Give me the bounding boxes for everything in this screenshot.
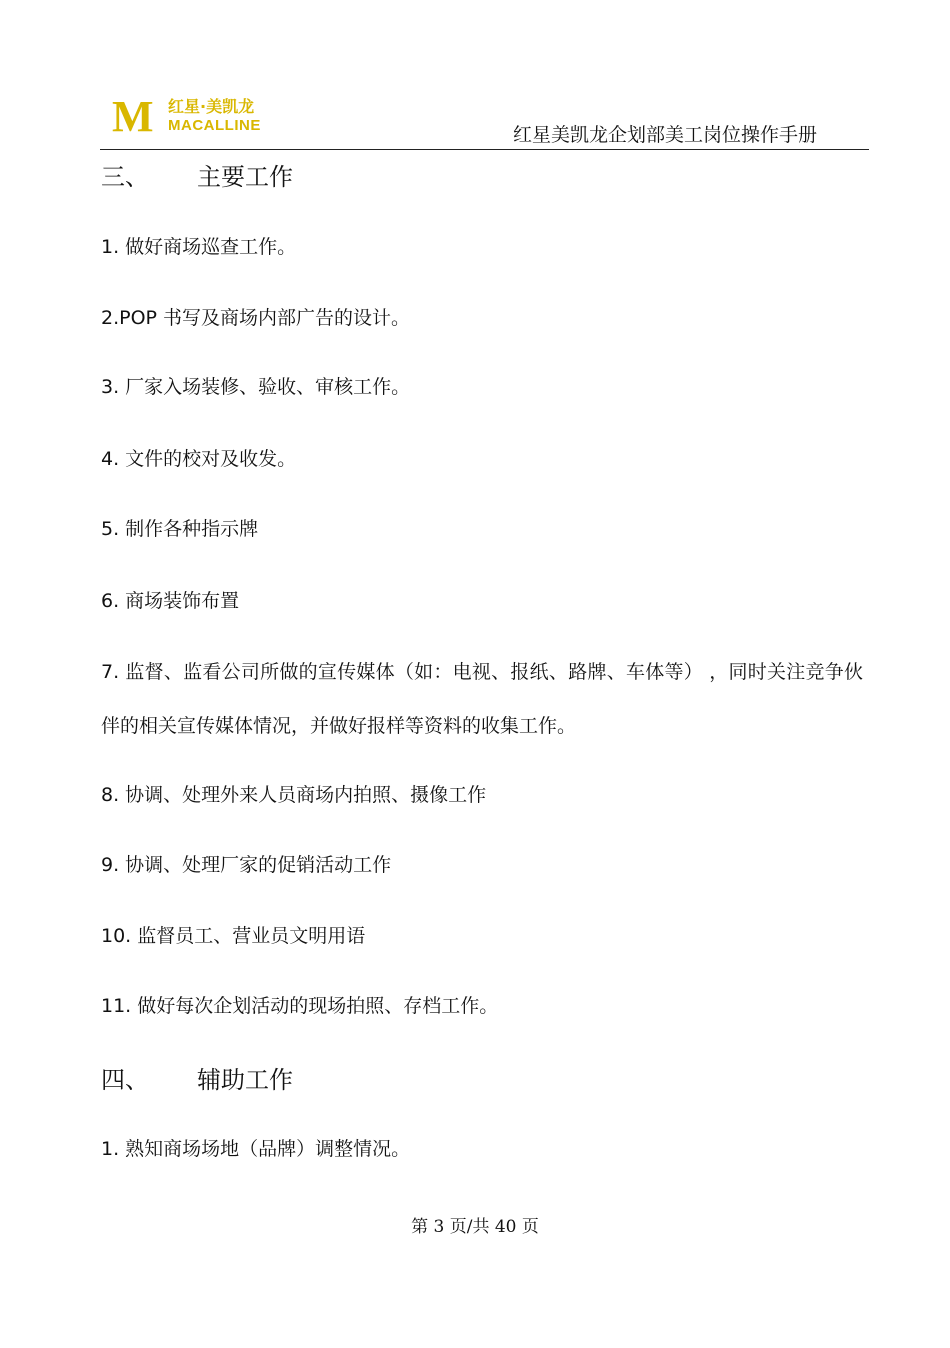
logo-mark: M bbox=[112, 92, 152, 141]
section-number: 四、 bbox=[101, 1066, 149, 1094]
list-item: 4. 文件的校对及收发。 bbox=[101, 448, 297, 470]
list-item: 11. 做好每次企划活动的现场拍照、存档工作。 bbox=[101, 995, 499, 1017]
list-item: 5. 制作各种指示牌 bbox=[101, 518, 259, 540]
page-number: 第 3 页/共 40 页 bbox=[411, 1217, 539, 1237]
section-title: 主要工作 bbox=[197, 163, 293, 191]
list-item: 9. 协调、处理厂家的促销活动工作 bbox=[101, 854, 392, 876]
logo-chinese-text: 红星·美凯龙 bbox=[168, 97, 255, 116]
list-item: 10. 监督员工、营业员文明用语 bbox=[101, 925, 366, 947]
list-item: 3. 厂家入场装修、验收、审核工作。 bbox=[101, 376, 411, 398]
list-item: 2.POP 书写及商场内部广告的设计。 bbox=[101, 307, 411, 329]
list-item: 7. 监督、监看公司所做的宣传媒体（如：电视、报纸、路牌、车体等） ，同时关注竞争伙伴的相关宣传媒体情况，并做好报样等资料的收集工作。 bbox=[101, 661, 863, 737]
list-item: 1. 做好商场巡查工作。 bbox=[101, 236, 297, 258]
macalline-logo bbox=[112, 92, 287, 141]
document-header-title: 红星美凯龙企划部美工岗位操作手册 bbox=[512, 124, 817, 146]
list-item: 1. 熟知商场场地（品牌）调整情况。 bbox=[101, 1138, 411, 1160]
section-heading-auxiliary-work bbox=[101, 1065, 293, 1095]
header-divider bbox=[100, 149, 869, 150]
list-item: 8. 协调、处理外来人员商场内拍照、摄像工作 bbox=[101, 784, 487, 806]
list-item: 6. 商场装饰布置 bbox=[101, 590, 240, 612]
section-heading-main-work bbox=[101, 162, 293, 192]
section-number: 三、 bbox=[101, 163, 149, 191]
section-title: 辅助工作 bbox=[197, 1066, 293, 1094]
logo-english-text: MACALLINE bbox=[168, 117, 261, 134]
